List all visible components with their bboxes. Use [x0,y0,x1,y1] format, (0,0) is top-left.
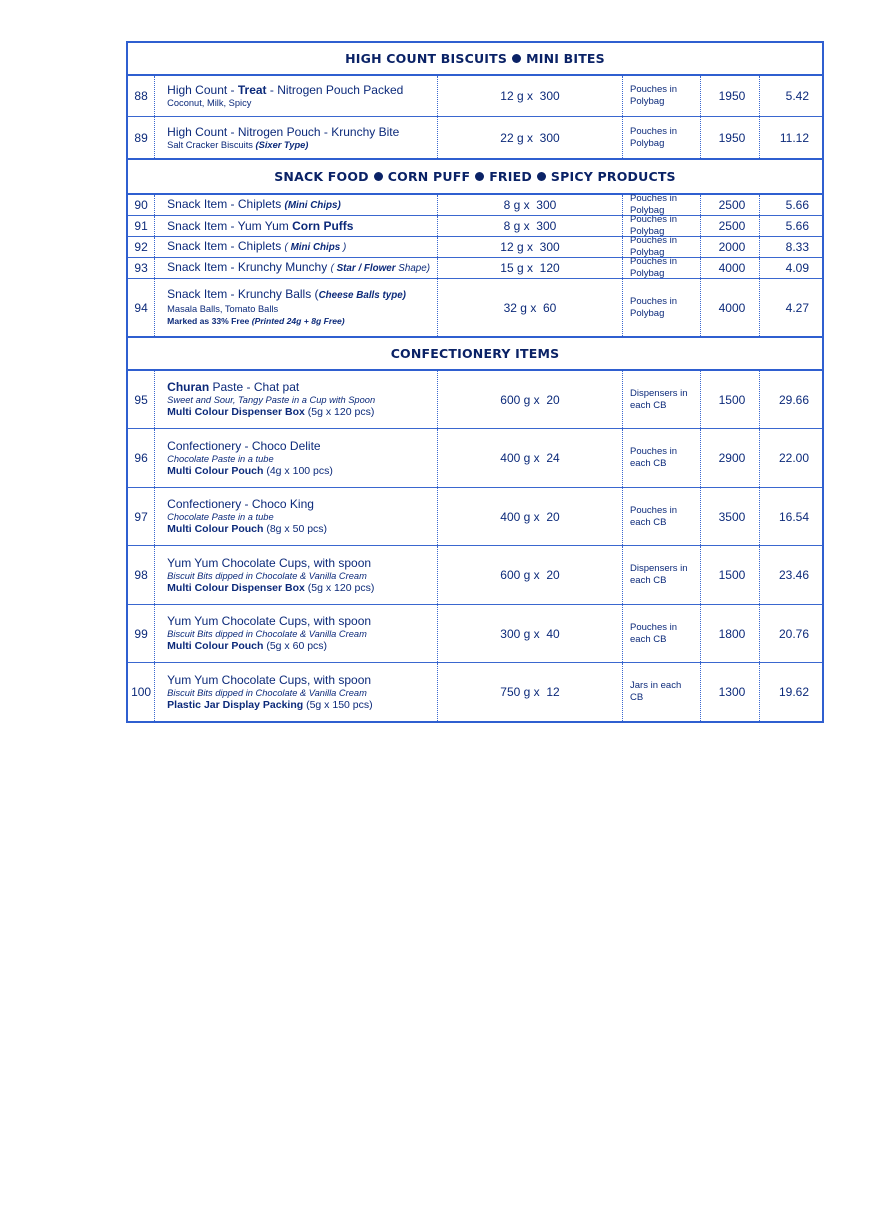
item-number: 91 [128,216,155,236]
pack-size: 12 g x 300 [438,76,623,116]
price-list-table [126,41,824,723]
packing-unit-text: Jars in each CB [630,680,682,703]
text-run: High Count - [167,83,238,97]
description-detail [167,628,367,640]
pack-size: 8 g x 300 [438,216,623,236]
packing-unit [623,216,701,236]
text-run: (5g x 60 pcs) [263,640,328,652]
product-row [128,195,822,216]
price: 4.09 [785,261,810,275]
packing-unit [623,663,701,721]
section-title-part: CORN PUFF [387,169,471,184]
description-packing [167,699,372,712]
quantity: 4000 [701,279,760,336]
description-title [167,83,403,97]
section-title-part: SNACK FOOD [274,169,369,184]
section-title-part: SPICY PRODUCTS [550,169,676,184]
price: 5.66 [785,198,810,212]
description-detail [167,453,273,465]
pack-size: 400 g x 24 [438,429,623,487]
packing-unit [623,488,701,545]
section-title-part: HIGH COUNT BISCUITS [345,51,508,66]
bullet-dot-icon [537,172,546,181]
text-run: (5g x 150 pcs) [303,698,373,711]
pack-size: 750 g x 12 [438,663,623,721]
pack-size: 400 g x 20 [438,488,623,545]
description-detail [167,511,273,523]
product-row [128,546,822,605]
item-number: 90 [128,195,155,215]
section-title-part: FRIED [489,169,532,184]
pack-size: 15 g x 120 [438,258,623,278]
item-number: 97 [128,488,155,545]
packing-unit-text: Pouches in Polybag [630,193,678,216]
price: 19.62 [778,685,810,699]
description-title [167,556,371,570]
item-number: 89 [128,117,155,158]
text-run: Yum Yum Chocolate Cups, with spoon [167,555,372,570]
text-run-italic: Biscuit Bits dipped in Chocolate & Vanilla Cream [167,629,367,639]
text-run-italic: Biscuit Bits dipped in Chocolate & Vanilla Cream [167,570,367,581]
item-number: 99 [128,605,155,662]
text-run-bold: Multi Colour Dispenser Box [167,406,305,418]
text-run: Snack Item - Chiplets [167,239,285,253]
description-title [167,614,371,628]
price: 5.66 [785,219,810,233]
text-run: High Count - Nitrogen Pouch - Krunchy Bite [167,124,400,139]
packing-unit-text: Dispensers in each CB [630,563,688,586]
text-run-bold-italic: Mini Chips [290,242,341,253]
pack-size: 12 g x 300 [438,237,623,257]
section-header [128,43,822,76]
description-packing [167,406,374,419]
packing-unit-text: Pouches in Polybag [630,125,678,149]
section-title-part: CONFECTIONERY ITEMS [390,346,560,361]
price: 20.76 [778,626,810,641]
text-run: - Nitrogen Pouch Packed [266,83,404,97]
description-title [167,219,353,233]
item-number: 98 [128,546,155,604]
packing-unit [623,76,701,116]
text-run-bold-italic: Cheese Balls type) [318,290,406,301]
text-run-bold: Corn Puffs [292,219,354,233]
description-packing [167,582,374,595]
product-row [128,76,822,117]
text-run-italic: Sweet and Sour, Tangy Paste in a Cup with Spoon [167,395,376,405]
description-title [167,673,371,687]
price: 4.27 [785,300,810,315]
text-run: Confectionery - Choco Delite [167,438,321,453]
text-run-italic: ( [284,242,291,253]
item-number: 88 [128,76,155,116]
product-row [128,605,822,663]
text-run: Snack Item - Yum Yum [167,219,293,233]
pack-size: 8 g x 300 [438,195,623,215]
text-run: Snack Item - Chiplets [167,197,285,211]
description-title [167,287,406,303]
price: 16.54 [778,509,810,524]
packing-unit [623,279,701,336]
quantity: 2500 [701,216,760,236]
product-row [128,429,822,488]
product-row [128,117,822,158]
item-number: 93 [128,258,155,278]
text-run: (8g x 50 pcs) [263,523,328,535]
text-run-bold-italic: (Mini Chips) [284,200,341,211]
description-packing [167,315,344,328]
text-run-bold-italic: Star / Flower [336,263,396,274]
packing-unit [623,237,701,257]
description-detail [167,394,375,406]
item-description [155,279,438,336]
text-run-bold: Churan [167,380,210,394]
section-title-part: MINI BITES [526,51,605,66]
text-run-bold: Plastic Jar Display Packing [167,698,304,711]
text-run: Salt Cracker Biscuits [167,139,256,150]
text-run-bold-italic: (Printed 24g + 8g Free) [251,316,345,326]
text-run: Snack Item - Krunchy Munchy [167,260,331,274]
bullet-dot-icon [512,54,521,63]
text-run: Yum Yum Chocolate Cups, with spoon [167,614,372,628]
product-row [128,237,822,258]
price: 22.00 [778,451,810,465]
price: 5.42 [785,89,810,103]
item-number: 96 [128,429,155,487]
item-description [155,546,438,604]
packing-unit [623,117,701,158]
quantity: 1950 [701,117,760,158]
item-description [155,371,438,428]
packing-unit-text: Pouches in each CB [630,446,678,469]
packing-unit [623,371,701,428]
quantity: 4000 [701,258,760,278]
text-run-italic: ) [340,242,347,253]
description-detail [167,139,308,151]
bullet-dot-icon [475,172,484,181]
item-description [155,117,438,158]
quantity: 3500 [701,488,760,545]
packing-unit-text: Pouches in each CB [630,504,678,528]
description-title [167,260,430,276]
packing-unit [623,258,701,278]
quantity: 1800 [701,605,760,662]
item-description [155,258,438,278]
description-title [167,125,399,139]
packing-unit [623,546,701,604]
product-row [128,279,822,336]
product-row [128,488,822,546]
description-title [167,439,320,453]
text-run: Paste - Chat pat [209,380,300,394]
text-run: (5g x 120 pcs) [304,406,375,418]
pack-size: 600 g x 20 [438,371,623,428]
description-detail [167,687,367,699]
text-run: Coconut, Milk, Spicy [167,98,252,108]
text-run-bold: Multi Colour Pouch [167,464,264,477]
packing-unit [623,195,701,215]
description-packing [167,640,327,653]
packing-unit [623,605,701,662]
text-run-italic: Chocolate Paste in a tube [167,453,274,464]
item-description [155,195,438,215]
product-row [128,216,822,237]
description-detail [167,570,367,582]
item-number: 100 [128,663,155,721]
price: 8.33 [785,240,810,254]
price: 29.66 [778,392,810,407]
quantity: 1500 [701,546,760,604]
product-row [128,371,822,429]
text-run: (5g x 120 pcs) [304,581,375,594]
pack-size: 600 g x 20 [438,546,623,604]
description-title [167,197,341,213]
section-header [128,338,822,371]
text-run: (4g x 100 pcs) [263,464,333,477]
text-run-bold: Multi Colour Pouch [167,640,264,652]
description-title [167,497,314,511]
section-header [128,160,822,195]
text-run: Confectionery - Choco King [167,497,314,511]
item-description [155,429,438,487]
item-number: 92 [128,237,155,257]
text-run: Masala Balls, Tomato Balls [167,304,279,314]
description-title [167,380,299,394]
quantity: 1300 [701,663,760,721]
pack-size: 22 g x 300 [438,117,623,158]
quantity: 2900 [701,429,760,487]
price: 23.46 [778,568,810,582]
quantity: 2000 [701,237,760,257]
pack-size: 32 g x 60 [438,279,623,336]
item-description [155,605,438,662]
packing-unit-text: Pouches in each CB [630,621,678,645]
packing-unit-text: Pouches in Polybag [630,214,678,237]
packing-unit-text: Dispensers in each CB [630,387,688,411]
item-number: 94 [128,279,155,336]
description-detail [167,303,278,315]
text-run-bold-italic: (Sixer Type) [255,139,309,150]
text-run: Snack Item - Krunchy Balls ( [167,287,319,301]
item-description [155,216,438,236]
item-description [155,663,438,721]
packing-unit-text: Pouches in Polybag [630,256,678,279]
text-run-bold: Multi Colour Dispenser Box [167,581,305,594]
description-title [167,239,346,255]
text-run-bold: Marked as 33% Free [167,316,252,326]
text-run-italic: Biscuit Bits dipped in Chocolate & Vanilla Cream [167,687,367,698]
description-detail [167,97,251,109]
description-packing [167,523,327,536]
item-number: 95 [128,371,155,428]
packing-unit [623,429,701,487]
price: 11.12 [779,130,810,145]
description-packing [167,465,333,478]
item-description [155,488,438,545]
quantity: 2500 [701,195,760,215]
product-row [128,258,822,279]
quantity: 1950 [701,76,760,116]
quantity: 1500 [701,371,760,428]
item-description [155,237,438,257]
text-run: Yum Yum Chocolate Cups, with spoon [167,672,372,687]
text-run-italic: Chocolate Paste in a tube [167,512,274,522]
text-run-bold: Multi Colour Pouch [167,523,264,535]
text-run-italic: Shape) [395,263,431,274]
pack-size: 300 g x 40 [438,605,623,662]
text-run-bold: Treat [237,83,267,97]
bullet-dot-icon [374,172,383,181]
packing-unit-text: Pouches in Polybag [630,235,678,258]
product-row [128,663,822,721]
text-run-italic: ( [330,263,337,274]
item-description [155,76,438,116]
packing-unit-text: Pouches in Polybag [630,84,678,107]
packing-unit-text: Pouches in Polybag [630,295,678,319]
